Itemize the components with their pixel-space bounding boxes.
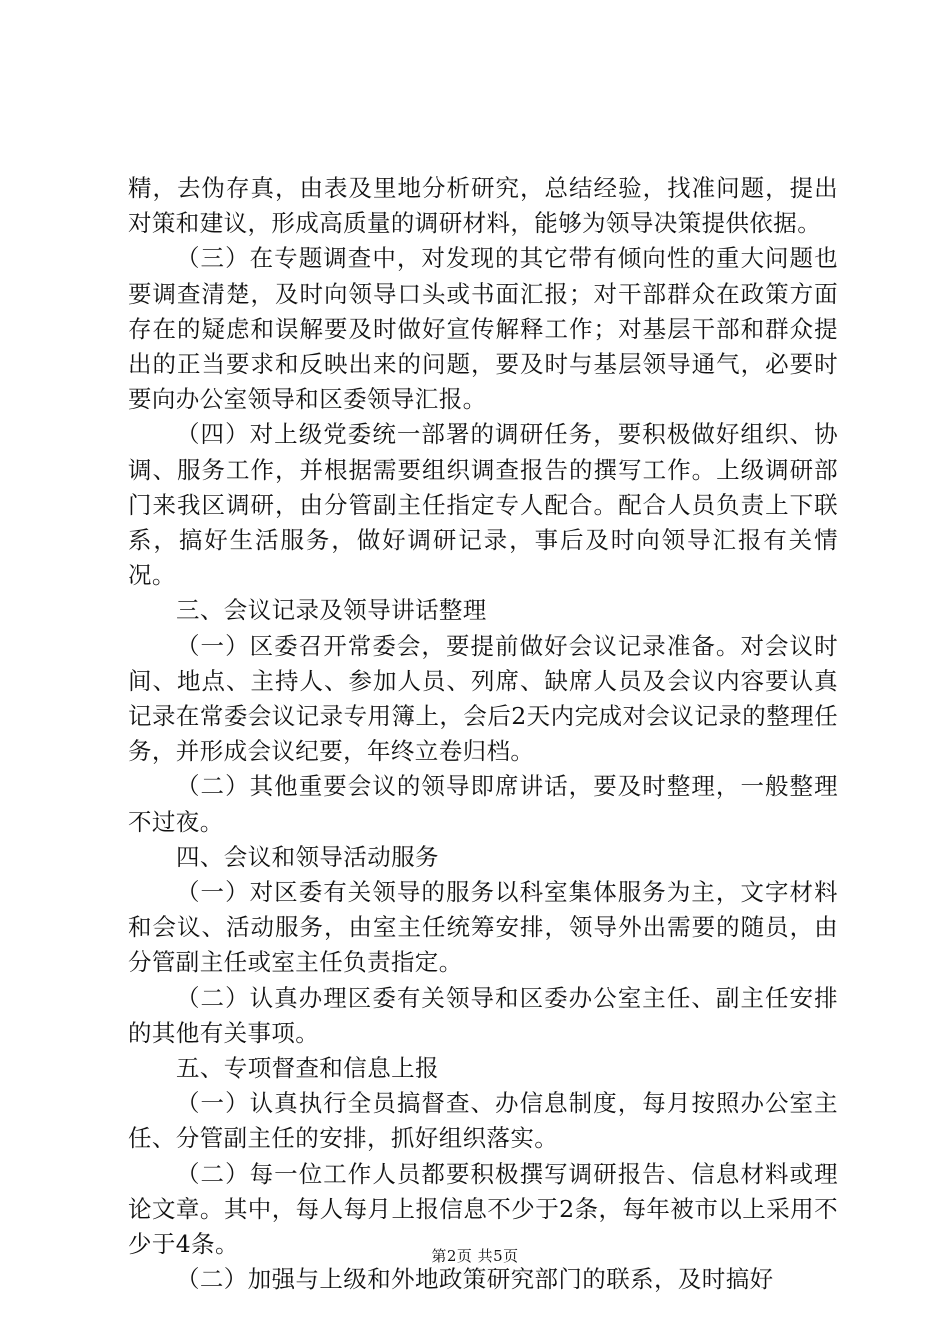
paragraph-8: （一）对区委有关领导的服务以科室集体服务为主，文字材料和会议、活动服务，由室主任统筹安排，领导外出需要的随员，由分管副主任或室主任负责指定。 (128, 878, 838, 977)
section-heading-5: 五、专项督查和信息上报 (176, 1054, 439, 1083)
document-body (128, 171, 838, 1298)
paragraph-11: （一）认真执行全员搞督查、办信息制度，每月按照办公室主任、分管副主任的安排，抓好组织落实。 (128, 1089, 838, 1153)
paragraph-6: （二）其他重要会议的领导即席讲话，要及时整理，一般整理不过夜。 (128, 772, 838, 836)
paragraph-2: （三）在专题调查中，对发现的其它带有倾向性的重大问题也要调查清楚，及时向领导口头或书面汇报；对干部群众在政策方面存在的疑虑和误解要及时做好宣传解释工作；对基层干部和群众提出的正当要求和反映出来的问题，要及时与基层领导通气，必要时要向办公室领导和区委领导汇报。 (128, 244, 838, 414)
paragraph-3: （四）对上级党委统一部署的调研任务，要积极做好组织、协调、服务工作，并根据需要组织调查报告的撰写工作。上级调研部门来我区调研，由分管副主任指定专人配合。配合人员负责上下联系，搞好生活服务，做好调研记录，事后及时向领导汇报有关情况。 (128, 420, 838, 590)
section-heading-4: 四、会议和领导活动服务 (176, 842, 439, 871)
paragraph-13: （二）加强与上级和外地政策研究部门的联系，及时搞好 (176, 1265, 774, 1294)
paragraph-1: 精，去伪存真，由表及里地分析研究，总结经验，找准问题，提出对策和建议，形成高质量的调研材料，能够为领导决策提供依据。 (128, 174, 838, 238)
page-number-footer: 第2页 共5页 (431, 1247, 519, 1265)
section-heading-3: 三、会议记录及领导讲话整理 (176, 596, 487, 625)
paragraph-9: （二）认真办理区委有关领导和区委办公室主任、副主任安排的其他有关事项。 (128, 983, 838, 1047)
paragraph-12: （二）每一位工作人员都要积极撰写调研报告、信息材料或理论文章。其中，每人每月上报信息不少于2条，每年被市以上采用不少于4条。 (128, 1159, 838, 1259)
paragraph-5: （一）区委召开常委会，要提前做好会议记录准备。对会议时间、地点、主持人、参加人员、列席、缺席人员及会议内容要认真记录在常委会议记录专用簿上，会后2天内完成对会议记录的整理任务，并形成会议纪要，年终立卷归档。 (128, 631, 838, 766)
